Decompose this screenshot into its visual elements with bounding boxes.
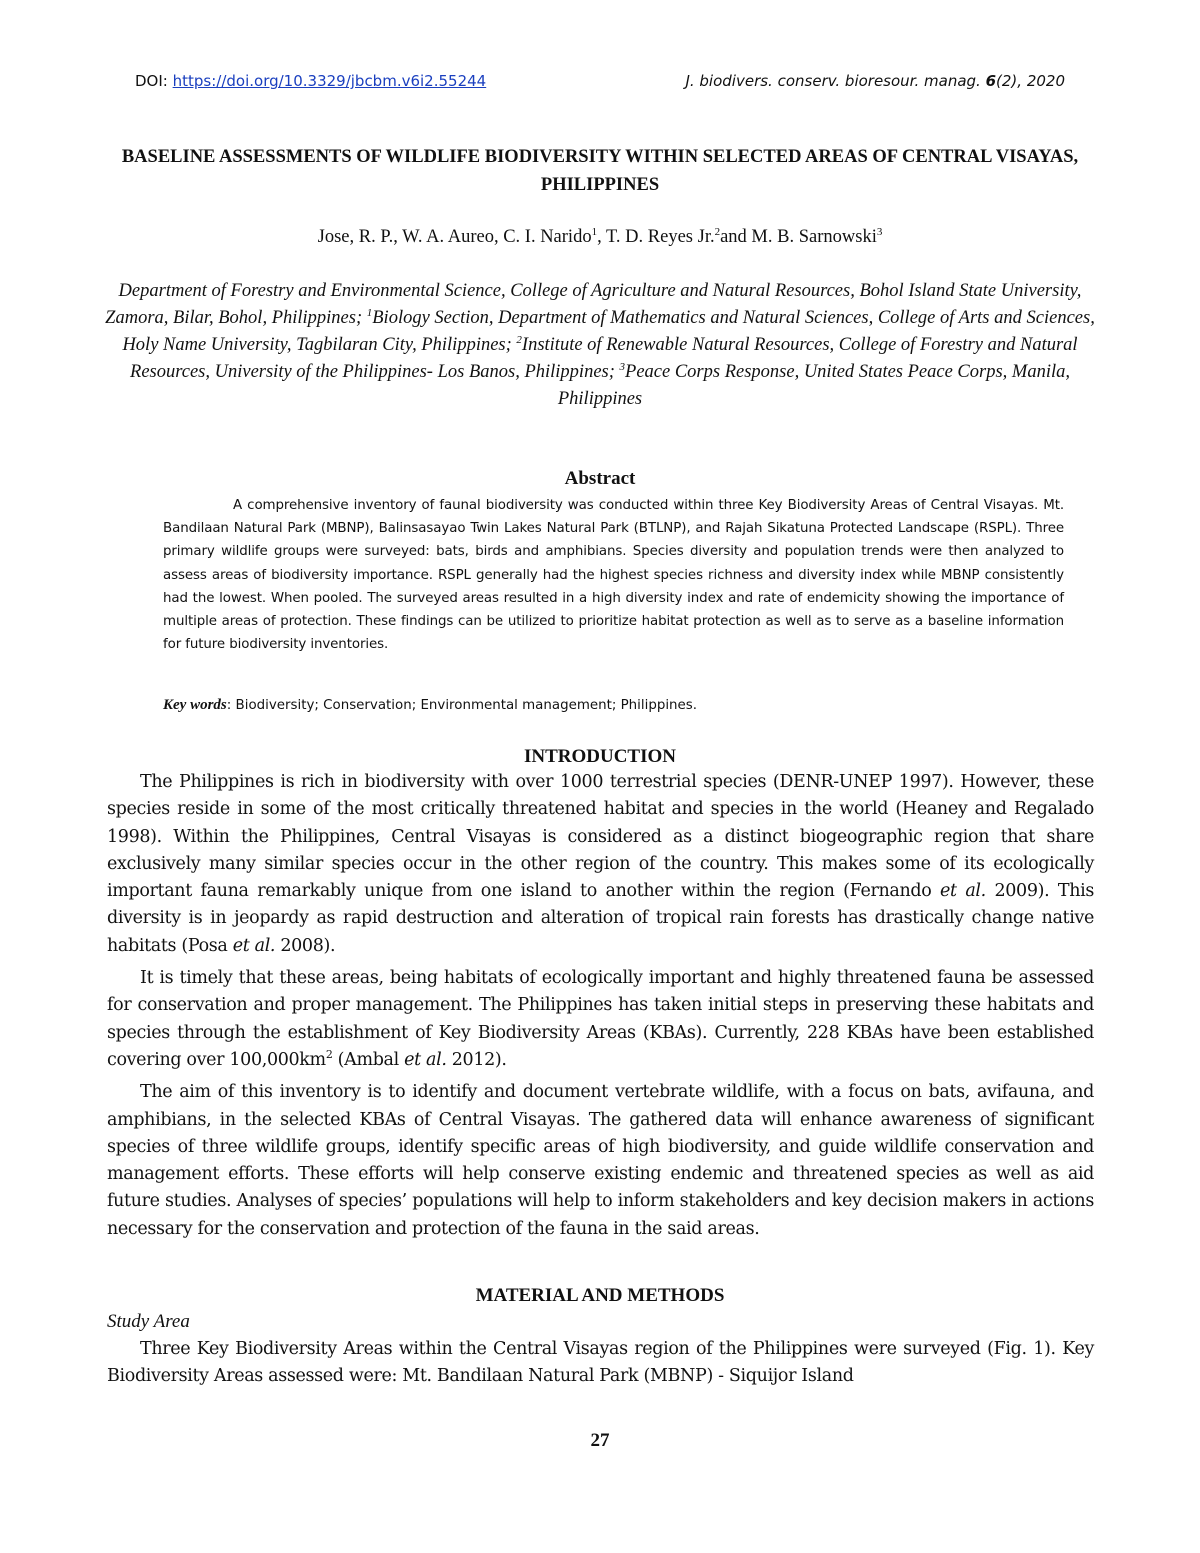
author-list: Jose, R. P., W. A. Aureo, C. I. Narido$^1$, T. D. Reyes Jr.$^2$and M. B. Sarnowski$^3$ bbox=[317, 225, 883, 247]
abstract-heading: Abstract bbox=[564, 468, 636, 489]
methods-heading: MATERIAL AND METHODS bbox=[475, 1285, 725, 1306]
keywords-text: Biodiversity; Conservation; Environmental management; Philippines. bbox=[235, 698, 698, 713]
paper-title: BASELINE ASSESSMENTS OF WILDLIFE BIODIVERSITY WITHIN SELECTED AREAS OF CENTRAL VISAYAS, PHILIPPINES bbox=[121, 147, 1079, 195]
intro-paragraph-2: It is timely that these areas, being habitats of ecologically important and highly threatened fauna be assessed for conservation and proper management. The Philippines has taken initial steps in preserving these habitats and species through the establishment of Key Biodiversity Areas (KBAs). Currently, 228 KBAs have been established covering over $100,000km^2$ (Ambal et al. 2012). bbox=[107, 968, 1094, 1070]
page-number: 27 bbox=[590, 1430, 610, 1451]
abstract-text: A comprehensive inventory of faunal biodiversity was conducted within three Key Biodiversity Areas of Central Visayas. Mt. Bandilaan Natural Park (MBNP), Balinsasayao Twin Lakes Natural Park (BTLNP), and Rajah Sikatuna Protected Landscape (RSPL). Three primary wildlife groups were surveyed: bats, birds and amphibians. Species diversity and population trends were then analyzed to assess areas of biodiversity importance. RSPL generally had the highest species richness and diversity index while MBNP consistently had the lowest. When pooled. The surveyed areas resulted in a high diversity index and rate of endemicity showing the importance of multiple areas of protection. These findings can be utilized to prioritize habitat protection as well as to serve as a baseline information for future biodiversity inventories. bbox=[163, 498, 1064, 653]
running-header bbox=[135, 72, 1065, 90]
keywords: Key words: Biodiversity; Conservation; Environmental management; Philippines. bbox=[163, 697, 698, 713]
study-area-subheading: Study Area bbox=[107, 1311, 190, 1332]
intro-paragraph-3: The aim of this inventory is to identify and document vertebrate wildlife, with a focus on bats, avifauna, and amphibians, in the selected KBAs of Central Visayas. The gathered data will enhance awareness of significant species of three wildlife groups, identify specific areas of high biodiversity, and guide wildlife conservation and management efforts. These efforts will help conserve existing endemic and threatened species as well as aid future studies. Analyses of species’ populations will help to inform stakeholders and key decision makers in actions necessary for the conservation and protection of the fauna in the said areas. bbox=[107, 1082, 1094, 1239]
intro-paragraph-1: The Philippines is rich in biodiversity with over 1000 terrestrial species (DENR-UNEP 1997). However, these species reside in some of the most critically threatened habitat and species in the world (Heaney and Regalado 1998). Within the Philippines, Central Visayas is considered as a distinct biogeographic region that share exclusively many similar species occur in the other region of the country. This makes some of its ecologically important fauna remarkably unique from one island to another within the region (Fernando et al. 2009). This diversity is in jeopardy as rapid destruction and alteration of tropical rain forests has drastically change native habitats (Posa et al. 2008). bbox=[107, 772, 1094, 956]
introduction-heading: INTRODUCTION bbox=[523, 746, 677, 767]
affiliations: Department of Forestry and Environmental Science, College of Agriculture and Natural Resources, Bohol Island State University, Zamora, Bilar, Bohol, Philippines; $^1$Biology Section, Department of Mathematics and Natural Sciences, College of Arts and Sciences, Holy Name University, Tagbilaran City, Philippines; $^2$Institute of Renewable Natural Resources, College of Forestry and Natural Resources, University of the Philippines- Los Banos, Philippines; $^3$Peace Corps Response, United States Peace Corps, Manila, Philippines bbox=[105, 281, 1095, 409]
methods-paragraph-1: Three Key Biodiversity Areas within the Central Visayas region of the Philippines were surveyed (Fig. 1). Key Biodiversity Areas assessed were: Mt. Bandilaan Natural Park (MBNP) - Siquijor Island bbox=[107, 1339, 1094, 1387]
doi-line: DOI: https://doi.org/10.3329/jbcbm.v6i2.55244 bbox=[135, 72, 487, 90]
methods-body bbox=[107, 1336, 1094, 1391]
journal-citation: J. biodivers. conserv. bioresour. manag. 6(2), 2020 bbox=[685, 72, 1065, 90]
keywords-label: Key words bbox=[163, 697, 227, 713]
doi-link[interactable]: https://doi.org/10.3329/jbcbm.v6i2.55244 bbox=[172, 72, 487, 90]
introduction-body bbox=[107, 769, 1094, 1243]
